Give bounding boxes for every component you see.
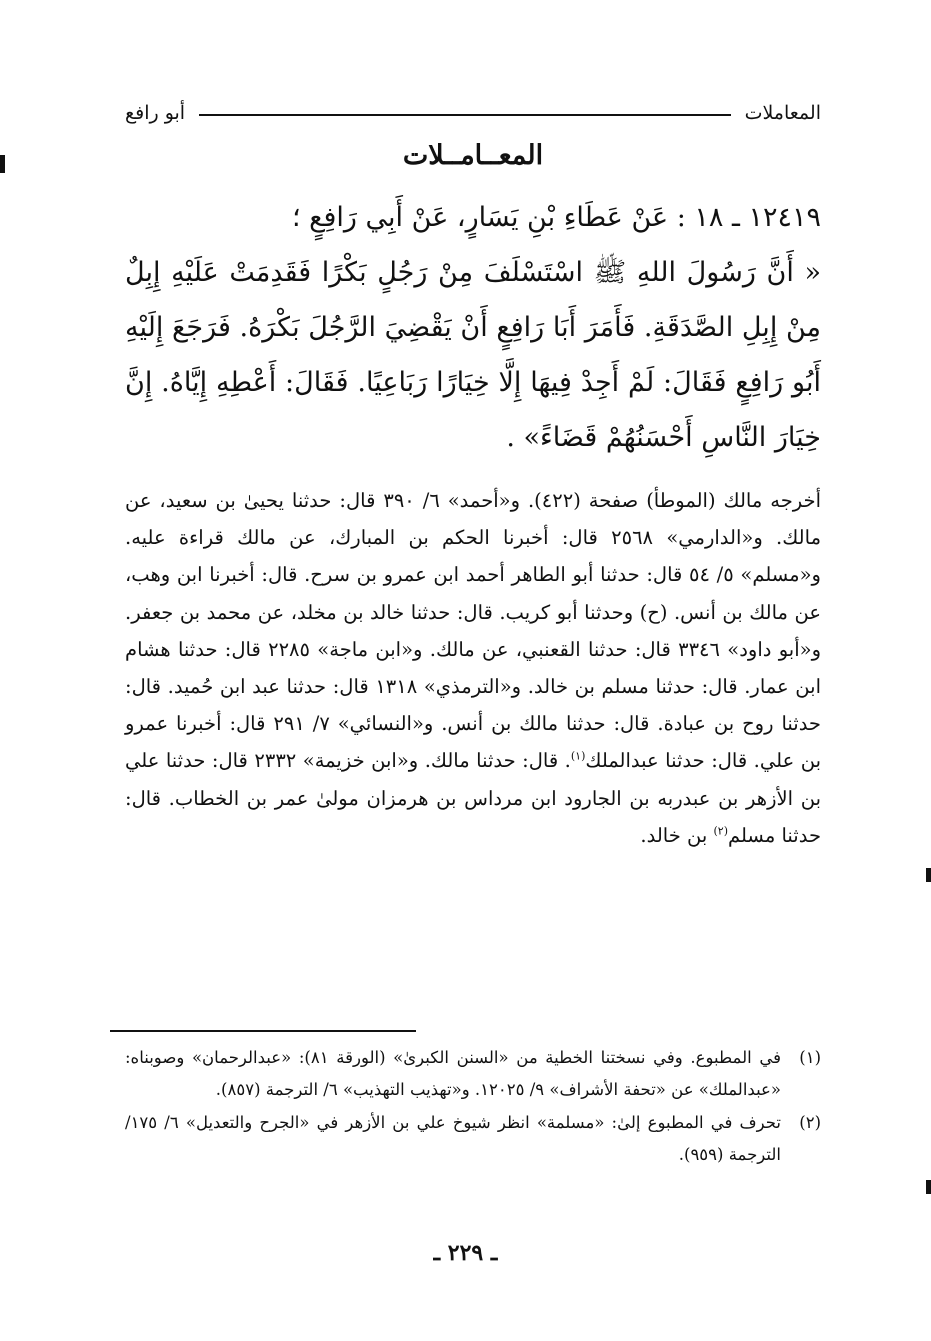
edge-mark-left <box>0 155 5 173</box>
page-number: ـ ٢٢٩ ـ <box>433 1240 498 1266</box>
hadith-isnad: ١٢٤١٩ ـ ١٨ : عَنْ عَطَاءِ بْنِ يَسَارٍ، عَنْ أَبِي رَافِعٍ ؛ <box>291 202 821 233</box>
footnote-ref-1[interactable]: (١) <box>570 749 586 763</box>
footnote-2 <box>125 1107 821 1170</box>
footnote-separator <box>110 1030 416 1032</box>
takhrij-text-part2: . قال: حدثنا مالك. و«ابن خزيمة» ٢٣٣٢ قال: حدثنا علي بن الأزهر بن عبدربه بن الجارود ابن مرداس بن هرمزان مولىٰ عمر بن الخطاب. قال: حدثنا مسلم <box>125 749 821 847</box>
footnote-number: (١) <box>799 1048 821 1067</box>
footnote-text: في المطبوع. وفي نسختنا الخطية من «السنن الكبرىٰ» (الورقة ٨١): «عبدالرحمان» وصوبناه: «عبدالملك» عن «تحفة الأشراف» ٩/ ١٢٠٢٥. و«تهذيب التهذيب» ٦/ الترجمة (٨٥٧). <box>125 1048 781 1099</box>
hadith-block <box>125 190 821 465</box>
header-section-title: المعاملات <box>744 102 821 124</box>
footnote-number: (٢) <box>799 1113 821 1132</box>
edge-mark-right-2 <box>926 1180 931 1194</box>
chapter-title: المعــامــلات <box>402 140 544 171</box>
takhrij-text-part1: أخرجه مالك (الموطأ) صفحة (٤٢٢). و«أحمد» ٦/ ٣٩٠ قال: حدثنا يحيىٰ بن سعيد، عن مالك. و«الدارمي» ٢٥٦٨ قال: أخبرنا الحكم بن المبارك، عن مالك قراءة عليه. و«مسلم» ٥/ ٥٤ قال: حدثنا أبو الطاهر أحمد ابن عمرو بن سرح. قال: أخبرنا ابن وهب، عن مالك بن أنس. (ح) وحدثنا أبو كريب. قال: حدثنا خالد بن مخلد، عن محمد بن جعفر. و«أبو داود» ٣٣٤٦ قال: حدثنا القعنبي، عن مالك. و«ابن ماجة» ٢٢٨٥ قال: حدثنا هشام ابن عمار. قال: حدثنا مسلم بن خالد. و«الترمذي» ١٣١٨ قال: حدثنا عبد ابن حُميد. قال: حدثنا روح بن عبادة. قال: حدثنا مالك بن أنس. و«النسائي» ٧/ ٢٩١ قال: أخبرنا عمرو بن علي. قال: حدثنا عبدالملك <box>125 489 822 773</box>
running-header <box>125 96 821 130</box>
edge-mark-right-1 <box>926 868 931 882</box>
hadith-matn: « أَنَّ رَسُولَ اللهِ ﷺ اسْتَسْلَفَ مِنْ رَجُلٍ بَكْرًا فَقَدِمَتْ عَلَيْهِ إِبِلٌ مِنْ إِبِلِ الصَّدَقَةِ. فَأَمَرَ أَبَا رَافِعٍ أَنْ يَقْضِيَ الرَّجُلَ بَكْرَهُ. فَرَجَعَ إِلَيْهِ أَبُو رَافِعٍ فَقَالَ: لَمْ أَجِدْ فِيهَا إِلَّا خِيَارًا رَبَاعِيًا. فَقَالَ: أَعْطِهِ إِيَّاهُ. إِنَّ خِيَارَ النَّاسِ أَحْسَنُهُمْ قَضَاءً» . <box>125 257 821 453</box>
footnote-text: تحرف في المطبوع إلىٰ: «مسلمة» انظر شيوخ علي بن الأزهر في «الجرح والتعديل» ٦/ ١٧٥/ الترجمة (٩٥٩). <box>125 1113 782 1164</box>
takhrij-paragraph <box>125 482 821 854</box>
takhrij-text-part3: بن خالد. <box>640 823 714 847</box>
footnotes <box>125 1042 821 1172</box>
header-rule <box>199 114 731 116</box>
header-narrator-name: أبو رافع <box>125 102 186 124</box>
footnote-ref-2[interactable]: (٢) <box>713 824 728 838</box>
footnote-1 <box>125 1042 821 1105</box>
